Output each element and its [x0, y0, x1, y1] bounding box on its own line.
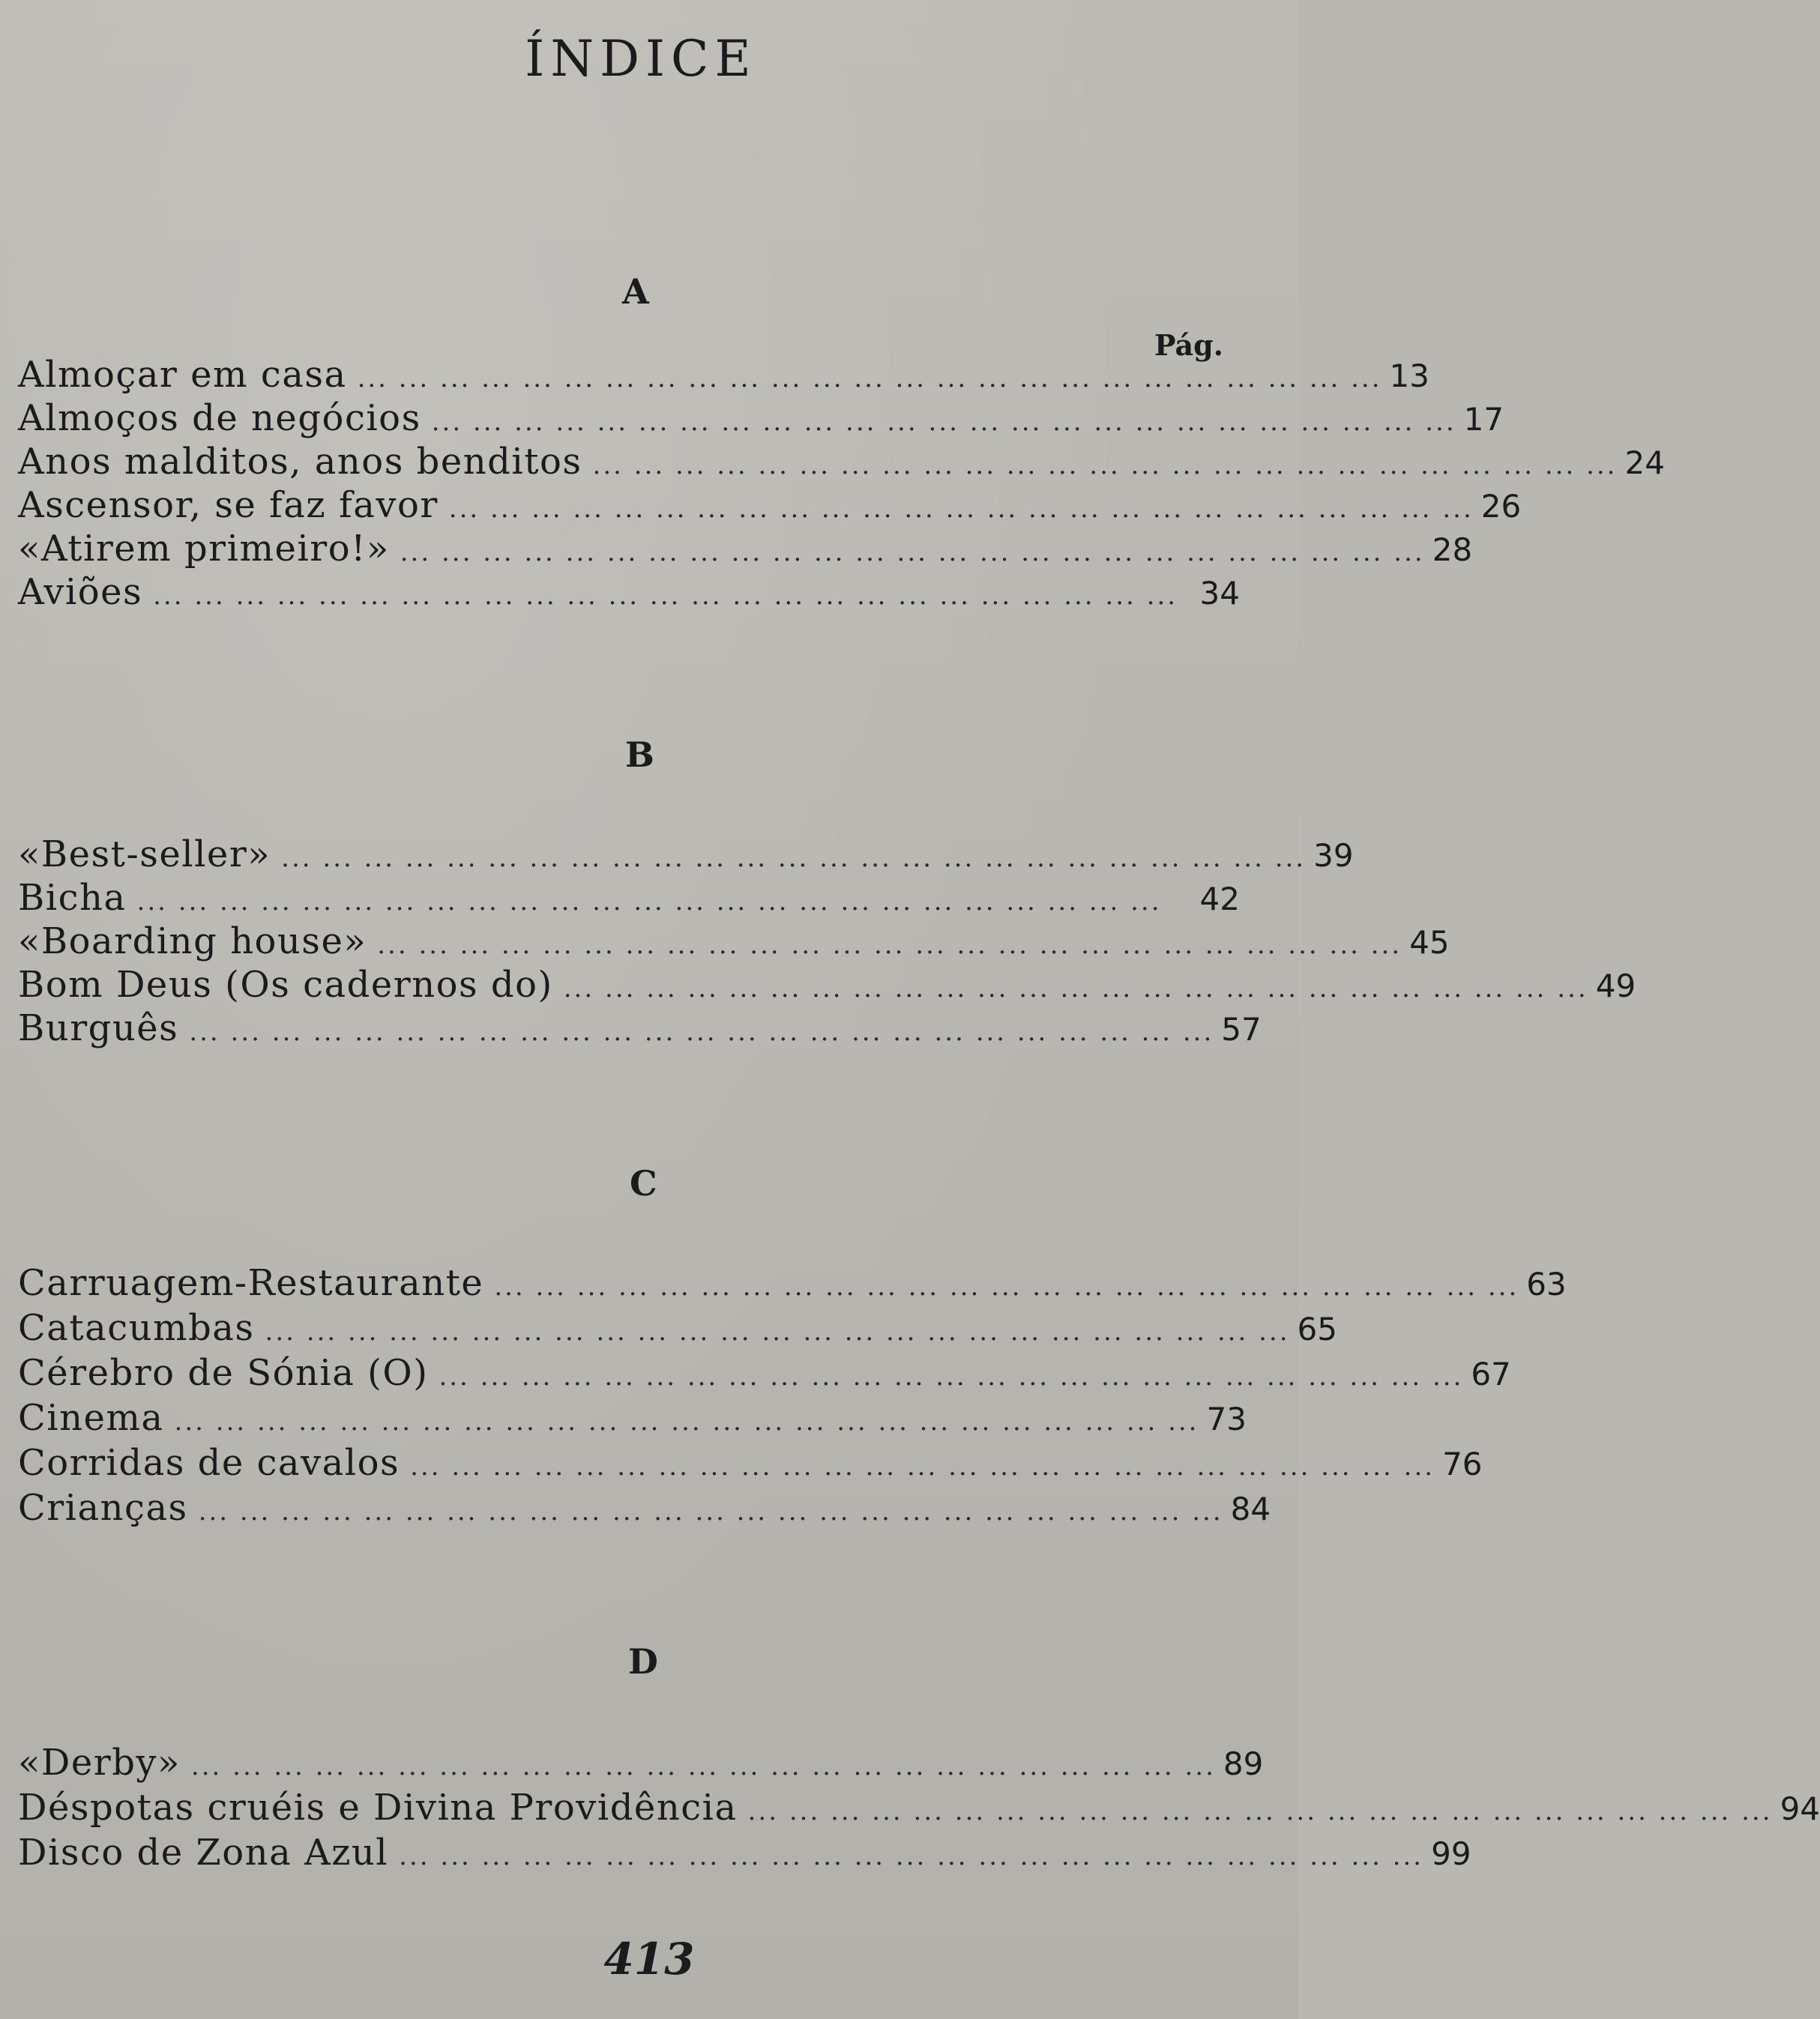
entry-title: Ascensor, se faz favor [18, 484, 439, 526]
index-entry [18, 1787, 1820, 1832]
index-entry [18, 920, 1450, 965]
dot-leader: ... ... ... ... ... ... ... ... ... ... ... ... ... ... ... ... ... ... ... ... ... ... ... ... ... [431, 407, 1456, 437]
section-letter-b: B [625, 734, 654, 775]
dot-leader: ... ... ... ... ... ... ... ... ... ... ... ... ... ... ... ... ... ... ... ... ... ... ... ... ... [357, 363, 1382, 393]
entry-page: 89 [1223, 1745, 1264, 1782]
entry-page: 63 [1526, 1266, 1567, 1303]
section-letter-c: C [630, 1163, 657, 1204]
entry-page: 94 [1780, 1790, 1820, 1827]
dot-leader: ... ... ... ... ... ... ... ... ... ... ... ... ... ... ... ... ... ... ... ... ... ... ... ... ... [136, 887, 1162, 917]
page-number: 413 [603, 1934, 695, 1985]
entry-page: 84 [1230, 1491, 1271, 1527]
index-entry [18, 1262, 1567, 1307]
dot-leader: ... ... ... ... ... ... ... ... ... ... ... ... ... ... ... ... ... ... ... ... ... ... ... ... ... [448, 494, 1474, 524]
index-entry [18, 964, 1636, 1009]
entry-title: Corridas de cavalos [18, 1442, 400, 1484]
entry-title: «Best-seller» [18, 833, 271, 875]
entry-title: Almoços de negócios [18, 397, 421, 439]
entry-page: 34 [1199, 575, 1240, 612]
index-entry [18, 1742, 1264, 1787]
entry-title: «Derby» [18, 1742, 181, 1784]
dot-leader: ... ... ... ... ... ... ... ... ... ... ... ... ... ... ... ... ... ... ... ... ... ... ... ... ... [747, 1796, 1773, 1826]
entry-title: Catacumbas [18, 1307, 255, 1349]
index-entry [18, 397, 1504, 442]
entry-title: Disco de Zona Azul [18, 1832, 389, 1874]
entry-page: 39 [1313, 837, 1354, 874]
entry-page: 99 [1431, 1835, 1471, 1872]
entry-page: 65 [1297, 1311, 1337, 1347]
index-entry [18, 441, 1665, 486]
dot-leader: ... ... ... ... ... ... ... ... ... ... ... ... ... ... ... ... ... ... ... ... ... ... ... ... ... [189, 1017, 1214, 1047]
entry-title: Cérebro de Sónia (O) [18, 1352, 429, 1394]
entry-title: Déspotas cruéis e Divina Providência [18, 1787, 738, 1829]
index-entry [18, 1007, 1262, 1052]
entry-page: 24 [1624, 444, 1665, 481]
entry-title: «Boarding house» [18, 920, 367, 962]
entry-title: Anos malditos, anos benditos [18, 441, 582, 483]
entry-title: Crianças [18, 1487, 188, 1529]
entry-page: 28 [1432, 531, 1473, 568]
entry-title: Burguês [18, 1007, 179, 1049]
dot-leader: ... ... ... ... ... ... ... ... ... ... ... ... ... ... ... ... ... ... ... ... ... ... ... ... ... [494, 1272, 1519, 1302]
entry-title: Cinema [18, 1397, 164, 1439]
index-entry [18, 528, 1473, 573]
index-entry [18, 571, 1240, 616]
entry-page: 42 [1199, 881, 1240, 917]
dot-leader: ... ... ... ... ... ... ... ... ... ... ... ... ... ... ... ... ... ... ... ... ... ... ... ... ... [281, 843, 1307, 873]
entry-title: Almoçar em casa [18, 354, 347, 396]
dot-leader: ... ... ... ... ... ... ... ... ... ... ... ... ... ... ... ... ... ... ... ... ... ... ... ... ... [265, 1317, 1290, 1347]
dot-leader: ... ... ... ... ... ... ... ... ... ... ... ... ... ... ... ... ... ... ... ... ... ... ... ... ... [399, 1841, 1424, 1871]
entry-page: 73 [1206, 1401, 1247, 1437]
index-entry [18, 833, 1354, 878]
index-entry [18, 1352, 1511, 1397]
entry-page: 13 [1389, 357, 1429, 394]
dot-leader: ... ... ... ... ... ... ... ... ... ... ... ... ... ... ... ... ... ... ... ... ... ... ... ... ... [190, 1751, 1216, 1781]
entry-title: Aviões [18, 571, 143, 613]
index-entry [18, 484, 1522, 529]
entry-title: Carruagem-Restaurante [18, 1262, 484, 1304]
index-entry [18, 1832, 1471, 1877]
dot-leader: ... ... ... ... ... ... ... ... ... ... ... ... ... ... ... ... ... ... ... ... ... ... ... ... ... [592, 450, 1618, 480]
dot-leader: ... ... ... ... ... ... ... ... ... ... ... ... ... ... ... ... ... ... ... ... ... ... ... ... ... [174, 1407, 1199, 1437]
entry-page: 26 [1480, 488, 1522, 525]
index-entry [18, 877, 1240, 922]
index-entry [18, 354, 1429, 399]
index-entry [18, 1442, 1483, 1487]
entry-page: 67 [1471, 1356, 1511, 1392]
entry-title: «Atirem primeiro!» [18, 528, 390, 570]
index-entry [18, 1397, 1247, 1442]
index-entry [18, 1487, 1271, 1532]
entry-page: 76 [1442, 1446, 1483, 1482]
dot-leader: ... ... ... ... ... ... ... ... ... ... ... ... ... ... ... ... ... ... ... ... ... ... ... ... ... [198, 1497, 1223, 1527]
entry-page: 57 [1221, 1011, 1262, 1048]
dot-leader: ... ... ... ... ... ... ... ... ... ... ... ... ... ... ... ... ... ... ... ... ... ... ... ... ... [439, 1362, 1464, 1392]
entry-page: 45 [1409, 924, 1450, 961]
section-letter-d: D [628, 1641, 658, 1682]
section-letter-a: A [622, 271, 649, 312]
entry-page: 49 [1595, 968, 1636, 1004]
dot-leader: ... ... ... ... ... ... ... ... ... ... ... ... ... ... ... ... ... ... ... ... ... ... ... ... ... [400, 537, 1425, 567]
entry-title: Bom Deus (Os cadernos do) [18, 964, 553, 1006]
dot-leader: ... ... ... ... ... ... ... ... ... ... ... ... ... ... ... ... ... ... ... ... ... ... ... ... ... [563, 974, 1588, 1004]
dot-leader: ... ... ... ... ... ... ... ... ... ... ... ... ... ... ... ... ... ... ... ... ... ... ... ... ... [153, 581, 1178, 611]
entry-page: 17 [1463, 401, 1504, 438]
index-entry [18, 1307, 1337, 1352]
dot-leader: ... ... ... ... ... ... ... ... ... ... ... ... ... ... ... ... ... ... ... ... ... ... ... ... ... [410, 1452, 1435, 1482]
dot-leader: ... ... ... ... ... ... ... ... ... ... ... ... ... ... ... ... ... ... ... ... ... ... ... ... ... [377, 930, 1402, 960]
entry-title: Bicha [18, 877, 127, 919]
page-column-label: Pág. [1154, 328, 1223, 362]
page-title: ÍNDICE [525, 30, 757, 88]
